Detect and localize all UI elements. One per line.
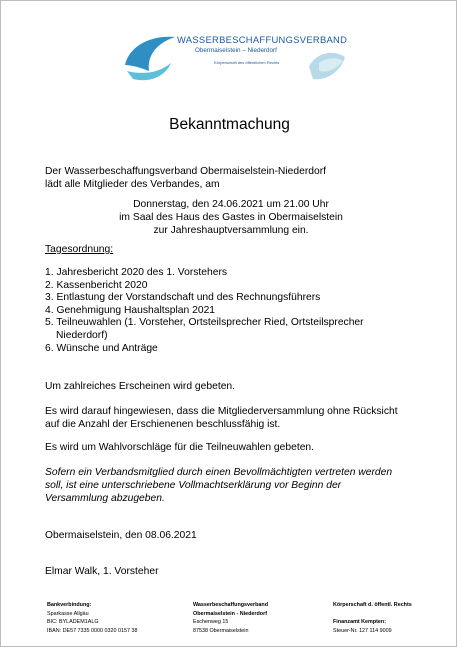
- intro-line-1: Der Wasserbeschaffungsverband Obermaiselstein-Niederdorf: [45, 166, 327, 177]
- meeting-location: im Saal des Haus des Gastes in Obermaiselstein: [119, 212, 343, 223]
- footer-legal: [333, 601, 412, 635]
- quorum-note-line-1: Es wird darauf hingewiesen, dass die Mitgliederversammlung ohne Rücksicht: [45, 406, 398, 417]
- agenda-item: 5. Teilneuwahlen (1. Vorsteher, Ortsteilsprecher Ried, Ortsteilsprecher: [45, 317, 364, 329]
- attendance-request: Um zahlreiches Erscheinen wird gebeten.: [45, 381, 236, 392]
- logo-tagline: Körperschaft des öffentlichen Rechts: [214, 60, 280, 65]
- footer-address: [193, 601, 268, 635]
- footer-street: Eschenweg 15: [193, 619, 229, 626]
- footer-address-subtitle: Obermaiselstein - Niederdorf: [193, 610, 267, 617]
- footer-bank-name: Sparkasse Allgäu: [47, 610, 89, 617]
- footer-tax-office: Finanzamt Kempten:: [333, 619, 387, 626]
- agenda-title: Tagesordnung:: [45, 244, 114, 255]
- agenda-item: 6. Wünsche und Anträge: [45, 342, 158, 354]
- meeting-date: Donnerstag, den 24.06.2021 um 21.00 Uhr: [133, 199, 329, 210]
- quorum-note-line-2: auf die Anzahl der Erschienenen beschlussfähig ist.: [45, 419, 281, 430]
- agenda-item: 2. Kassenbericht 2020: [45, 279, 148, 291]
- agenda-list: [45, 267, 364, 355]
- meeting-purpose: zur Jahreshauptversammlung ein.: [153, 225, 309, 236]
- footer-iban: IBAN: DE57 7335 0000 0320 0157 38: [47, 627, 138, 634]
- footer-bank-title: Bankverbindung:: [47, 602, 92, 608]
- footer-tax-number: Steuer-Nr. 127 114 9009: [333, 627, 392, 634]
- page-title: Bekanntmachung: [169, 116, 290, 133]
- logo-title: WASSERBESCHAFFUNGSVERBAND: [177, 34, 348, 45]
- signature: Elmar Walk, 1. Vorsteher: [45, 566, 159, 577]
- election-proposals-note: Es wird um Wahlvorschläge für die Teilneuwahlen gebeten.: [45, 442, 315, 453]
- proxy-note-line-2: soll, ist eine unterschriebene Vollmachtserklärung vor Beginn der: [45, 480, 342, 491]
- intro-line-2: lädt alle Mitglieder des Verbandes, am: [45, 179, 220, 190]
- footer-bank: [47, 601, 138, 635]
- logo-subtitle: Obermaiselstein – Niederdorf: [195, 47, 277, 54]
- footer-bic: BIC: BYLADEM1ALG: [47, 619, 99, 626]
- agenda-item: 3. Entlastung der Vorstandschaft und des Rechnungsführers: [45, 292, 321, 304]
- agenda-item-continuation: Niederdorf): [56, 329, 108, 341]
- place-date: Obermaiselstein, den 08.06.2021: [45, 530, 197, 541]
- agenda-item: 1. Jahresbericht 2020 des 1. Vorstehers: [45, 267, 228, 278]
- footer-legal-title: Körperschaft d. öffentl. Rechts: [333, 602, 412, 608]
- proxy-note-line-3: Versammlung abzugeben.: [45, 493, 165, 504]
- footer-city: 87538 Obermaiselstein: [193, 627, 249, 634]
- agenda-item: 4. Genehmigung Haushaltsplan 2021: [45, 304, 216, 316]
- footer-address-title: Wasserbeschaffungsverband: [193, 602, 268, 608]
- proxy-note-line-1: Sofern ein Verbandsmitglied durch einen Bevollmächtigten vertreten werden: [45, 467, 393, 478]
